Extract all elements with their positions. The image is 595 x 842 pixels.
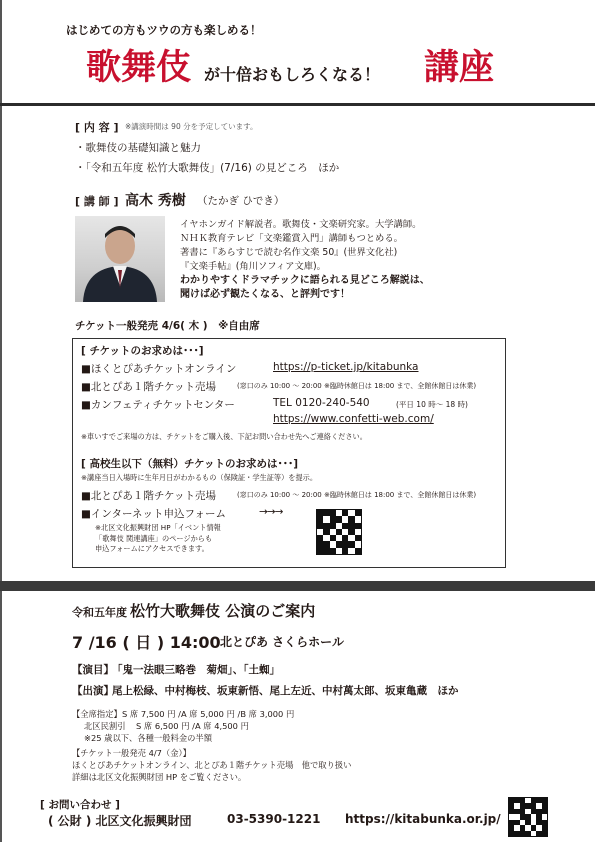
cast-label: 【出演】 <box>72 685 114 697</box>
form-note-line: ※北区文化振興財団 HP「イベント情報 <box>95 523 221 532</box>
performance-venue: 北とぴあ さくらホール <box>220 635 344 649</box>
cast: 尾上松緑、中村梅枝、坂東新悟、尾上左近、中村萬太郎、坂東亀蔵 ほか <box>112 685 459 697</box>
section-divider-band <box>0 581 595 591</box>
lecturer-portrait-icon <box>75 216 165 302</box>
contact-org: ( 公財 ) 北区文化振興財団 <box>48 814 192 828</box>
under25-note: ※25 歳以下、各種一般料金の半額 <box>84 733 213 743</box>
title-course: 講座 <box>424 47 495 88</box>
ticket-release: チケット一般発売 4/6( 木 ) ※自由席 <box>75 320 260 332</box>
confetti-tel[interactable]: TEL 0120-240-540 <box>273 397 370 409</box>
resident-price: S 席 6,500 円 /A 席 4,500 円 <box>136 721 249 731</box>
bio-bold-line: 聞けば必ず観たくなる、と評判です！ <box>180 289 350 300</box>
contact-tel[interactable]: 03-5390-1221 <box>227 812 321 826</box>
bio-line: 著書に『あらすじで読む名作文楽 50』(世界文化社) <box>180 247 398 258</box>
bio-line: ＮＨＫ教育テレビ「文楽鑑賞入門」講師もつとめる。 <box>180 233 403 244</box>
ticket-general-heading: [ チケットのお求めは･･･] <box>81 345 204 357</box>
student-counter-hours: (窓口のみ 10:00 ～ 20:00 ※臨時休館日は 18:00 まで、全館休館日は休業) <box>237 491 477 499</box>
price-label: 【全席指定】 <box>72 709 122 719</box>
student-outlet-form: ■インターネット申込フォーム <box>81 508 226 520</box>
form-qr-code-icon[interactable] <box>316 509 362 555</box>
ticket-online-link[interactable]: https://p-ticket.jp/kitabunka <box>273 361 419 373</box>
bio-line: 『文楽手帖』(角川ソフィア文庫)。 <box>180 261 326 272</box>
bio-bold-line: わかりやすくドラマチックに語られる見どころ解説は、 <box>180 275 430 286</box>
program: 「鬼一法眼三略巻 菊畑」、「土蜘」 <box>112 664 280 676</box>
header-divider <box>0 103 595 106</box>
sale-line: 詳細は北区文化振興財団 HP をご覧ください。 <box>72 772 247 782</box>
ticket-outlet-confetti: ■カンフェティチケットセンター <box>81 399 235 411</box>
ticket-outlet-counter: ■北とぴあ１階チケット売場 <box>81 381 216 393</box>
page-title <box>86 44 546 96</box>
ticket-info-box <box>72 338 506 568</box>
performance-date: 7 /16 ( 日 ) 14:00 <box>72 633 221 652</box>
wheelchair-note: ※車いすでご来場の方は、チケットをご購入後、下記お問い合わせ先へご連絡ください。 <box>81 432 367 441</box>
price: S 席 7,500 円 /A 席 5,000 円 /B 席 3,000 円 <box>122 709 295 719</box>
bio-line: イヤホンガイド解説者。歌舞伎・文楽研究家。大学講師。 <box>180 219 422 230</box>
ticket-student-heading: [ 高校生以下（無料）チケットのお求めは･･･] <box>81 458 299 470</box>
form-note-line: 「歌舞伎 関連講座」のページからも <box>95 533 213 543</box>
left-edge-bar <box>0 0 2 842</box>
lecturer-reading: （たかぎ ひでき） <box>197 195 285 207</box>
arrow-icon: →→→ <box>259 506 283 518</box>
sale-line: ほくとぴあチケットオンライン、北とぴあ１階チケット売場 他で取り扱い <box>72 760 352 770</box>
contact-label: [ お問い合わせ ] <box>40 799 120 811</box>
ticket-outlet-online: ■ほくとぴあチケットオンライン <box>81 363 237 375</box>
confetti-link[interactable]: https://www.confetti-web.com/ <box>273 413 434 425</box>
program-label: 【演目】 <box>72 664 114 676</box>
header-subtitle: はじめての方もツウの方も楽しめる！ <box>66 23 262 37</box>
lecturer-photo <box>75 216 165 302</box>
student-note: ※講座当日入場時に生年月日がわかるもの（保険証・学生証等）を提示。 <box>81 473 318 482</box>
form-note <box>95 523 221 555</box>
content-item: ・歌舞伎の基礎知識と魅力 <box>75 142 201 154</box>
confetti-hours: (平日 10 時～ 18 時) <box>396 400 468 409</box>
form-note-line: 申込フォームにアクセスできます。 <box>95 544 209 553</box>
content-note: ※講演時間は 90 分を予定しています。 <box>125 122 258 131</box>
content-item: ・「令和五年度 松竹大歌舞伎」(7/16) の見どころ ほか <box>75 162 340 174</box>
lecturer-label: [ 講 師 ] <box>75 195 119 208</box>
performance-title: 松竹大歌舞伎 公演のご案内 <box>130 602 316 620</box>
performance-year: 令和五年度 <box>72 606 127 619</box>
content-label: [ 内 容 ] <box>75 121 119 134</box>
resident-label: 北区民割引 <box>84 721 126 731</box>
title-kabuki: 歌舞伎 <box>86 47 192 88</box>
sale-label: 【チケット一般発売 4/7（金）】 <box>72 748 191 758</box>
lecturer-bio <box>180 218 430 302</box>
website-qr-code-icon[interactable] <box>508 797 548 837</box>
student-outlet-counter: ■北とぴあ１階チケット売場 <box>81 490 216 502</box>
ticket-counter-hours: (窓口のみ 10:00 ～ 20:00 ※臨時休館日は 18:00 まで、全館休館日は休業) <box>237 382 477 390</box>
lecturer-name: 高木 秀樹 <box>125 193 186 209</box>
title-middle: が十倍おもしろくなる！ <box>204 65 381 84</box>
contact-url[interactable]: https://kitabunka.or.jp/ <box>345 812 501 826</box>
